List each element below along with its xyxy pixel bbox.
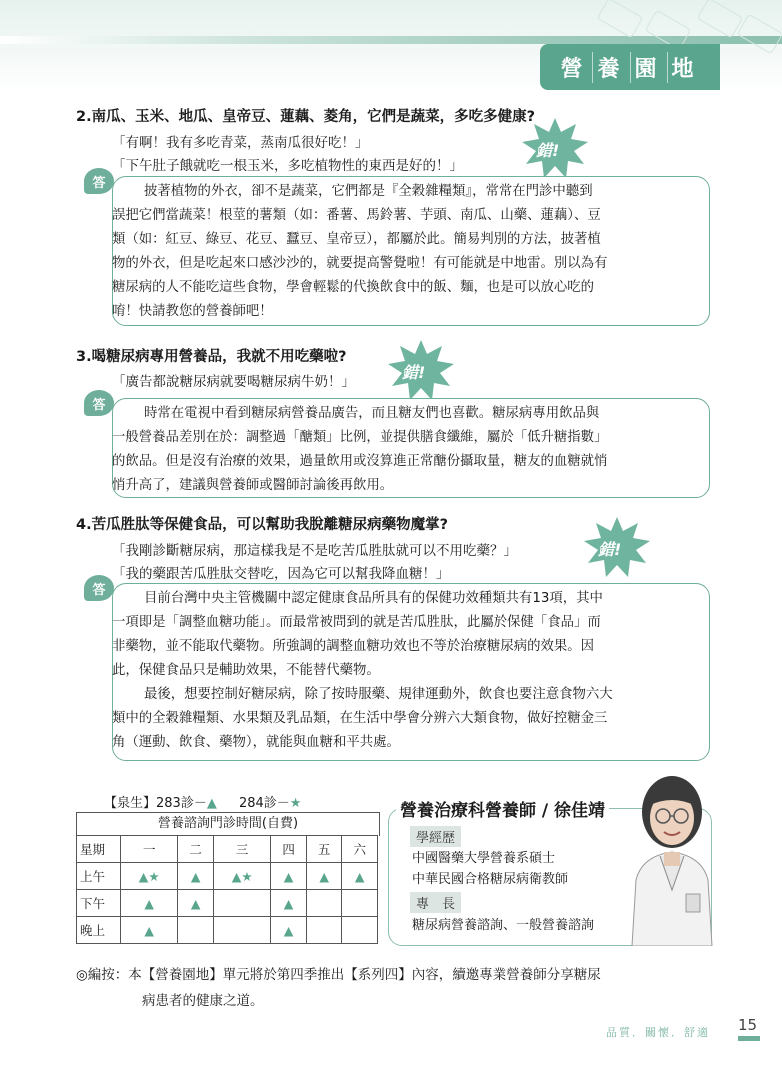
- answer-line: 物的外衣，但是吃起來口感沙沙的，就要提高警覺啦！有可能就是中地雷。別以為有: [112, 256, 608, 271]
- specialty-label: 專 長: [410, 892, 461, 913]
- table-header-cell: 六: [342, 836, 378, 863]
- table-header-cell: 四: [271, 836, 307, 863]
- section-title: [540, 44, 720, 90]
- answer-badge: 答: [84, 168, 114, 194]
- quote: 「我剛診斷糖尿病，那這樣我是不是吃苦瓜胜肽就可以不用吃藥？」: [112, 543, 517, 559]
- dietitian-photo: [612, 760, 732, 946]
- editor-note-line: 病患者的健康之道。: [142, 993, 264, 1009]
- page-number-bar: [738, 1036, 760, 1041]
- answer-line: 非藥物，並不能取代藥物。所強調的調整血糖功效也不等於治療糖尿病的效果。因: [112, 639, 595, 654]
- row-label: 晚上: [77, 917, 121, 944]
- table-cell: [213, 890, 270, 917]
- triangle-icon: ▲: [206, 796, 217, 811]
- table-cell: ▲★: [213, 863, 270, 890]
- education-list: [412, 848, 568, 890]
- footer-slogan: 品質．關懷．舒適: [606, 1026, 710, 1039]
- answer-line: 糖尿病的人不能吃這些食物，學會輕鬆的代換飲食中的飯、麵，也是可以放心吃的: [112, 280, 595, 295]
- answer-line: 最後，想要控制好糖尿病，除了按時服藥、規律運動外，飲食也要注意食物六大: [144, 687, 613, 702]
- row-label: 下午: [77, 890, 121, 917]
- section-title-char: 養: [593, 52, 630, 83]
- answer-line: 悄升高了，建議與營養師或醫師討論後再飲用。: [112, 478, 394, 493]
- table-header-row: [77, 836, 378, 863]
- table-cell: ▲★: [121, 863, 178, 890]
- schedule-legend: [104, 792, 301, 811]
- question-3: 3.喝糖尿病專用營養品，我就不用吃藥啦?: [76, 349, 347, 365]
- page-number: 15: [738, 1016, 758, 1034]
- table-header-cell: 一: [121, 836, 178, 863]
- answer-text: [112, 587, 698, 755]
- section-title-char: 園: [631, 52, 668, 83]
- table-row: [77, 863, 378, 890]
- table-cell: ▲: [306, 863, 342, 890]
- table-cell: ▲: [271, 863, 307, 890]
- table-cell: ▲: [121, 890, 178, 917]
- table-cell: [306, 890, 342, 917]
- answer-line: 時常在電視中看到糖尿病營養品廣告，而且糖友們也喜歡。糖尿病專用飲品與: [144, 406, 600, 421]
- table-row: [77, 890, 378, 917]
- schedule-title: 營養諮詢門診時間(自費): [76, 812, 380, 836]
- verdict-label: 錯!: [402, 363, 426, 382]
- answer-line: 類（如：紅豆、綠豆、花豆、蠶豆、皇帝豆），都屬於此。簡易判別的方法，披著植: [112, 232, 601, 247]
- quote: 「我的藥跟苦瓜胜肽交替吃，因為它可以幫我降血糖！」: [112, 566, 450, 582]
- answer-line: 誤把它們當蔬菜！根莖的薯類（如：番薯、馬鈴薯、芋頭、南瓜、山藥、蓮藕）、豆: [112, 208, 601, 223]
- question-4: 4.苦瓜胜肽等保健食品，可以幫助我脫離糖尿病藥物魔掌?: [76, 517, 449, 533]
- legend-284: 284診－: [238, 796, 290, 811]
- section-title-char: 營: [556, 52, 593, 83]
- table-header-cell: 三: [213, 836, 270, 863]
- answer-text: [112, 402, 698, 498]
- table-header-cell: 二: [178, 836, 214, 863]
- verdict-label: 錯!: [598, 540, 622, 559]
- table-header-cell: 五: [306, 836, 342, 863]
- answer-line: 類中的全穀雜糧類、水果類及乳品類，在生活中學會分辨六大類食物，做好控糖金三: [112, 711, 608, 726]
- quote: 「有啊！我有多吃青菜，蒸南瓜很好吃！」: [112, 135, 369, 151]
- question-2: 2.南瓜、玉米、地瓜、皇帝豆、蓮藕、菱角，它們是蔬菜，多吃多健康?: [76, 109, 536, 125]
- answer-line: 一般營養品差別在於：調整過「醣類」比例，並提供膳食纖維，屬於「低升糖指數」: [112, 430, 608, 445]
- table-header-cell: 星期: [77, 836, 121, 863]
- quote: 「廣告都說糖尿病就要喝糖尿病牛奶！」: [112, 374, 355, 390]
- answer-line: 披著植物的外衣，卻不是蔬菜，它們都是『全穀雜糧類』，常常在門診中聽到: [144, 184, 593, 199]
- answer-text: [112, 180, 698, 324]
- star-icon: ★: [289, 796, 302, 811]
- dietitian-title: 營養治療科營養師 / 徐佳靖: [396, 796, 609, 821]
- table-cell: ▲: [271, 917, 307, 944]
- table-row: [77, 917, 378, 944]
- answer-line: 唷！快請教您的營養師吧！: [112, 304, 273, 319]
- table-cell: ▲: [178, 890, 214, 917]
- education-label: 學經歷: [410, 826, 461, 847]
- education-item: 中華民國合格糖尿病衛教師: [412, 872, 569, 887]
- table-cell: ▲: [178, 863, 214, 890]
- table-cell: ▲: [342, 863, 378, 890]
- table-cell: [342, 890, 378, 917]
- table-cell: ▲: [271, 890, 307, 917]
- section-title-char: 地: [671, 56, 700, 82]
- answer-line: 的飲品。但是沒有治療的效果，過量飲用或沒算進正常醣份攝取量，糖友的血糖就悄: [112, 454, 608, 469]
- education-item: 中國醫藥大學營養系碩士: [412, 851, 556, 866]
- table-cell: [342, 917, 378, 944]
- table-cell: [178, 917, 214, 944]
- row-label: 上午: [77, 863, 121, 890]
- table-cell: [306, 917, 342, 944]
- answer-badge: 答: [84, 575, 114, 601]
- answer-line: 一項即是「調整血糖功能」。而最常被問到的就是苦瓜胜肽，此屬於保健「食品」而: [112, 615, 601, 630]
- answer-line: 角（運動、飲食、藥物），就能與血糖和平共處。: [112, 735, 400, 750]
- answer-line: 目前台灣中央主管機關中認定健康食品所具有的保健功效種類共有13項，其中: [144, 591, 603, 606]
- table-cell: [213, 917, 270, 944]
- schedule-table: [76, 835, 378, 944]
- quote: 「下午肚子餓就吃一根玉米，多吃植物性的東西是好的！」: [112, 158, 463, 174]
- answer-badge: 答: [84, 390, 114, 416]
- answer-line: 此，保健食品只是輔助效果，不能替代藥物。: [112, 663, 380, 678]
- editor-note-line: ◎編按：本【營養園地】單元將於第四季推出【系列四】內容，續邀專業營養師分享糖尿: [76, 967, 601, 983]
- verdict-label: 錯!: [536, 141, 560, 160]
- specialty-text: 糖尿病營養諮詢、一般營養諮詢: [412, 918, 595, 933]
- table-cell: ▲: [121, 917, 178, 944]
- legend-283: 【泉生】283診－: [104, 796, 207, 811]
